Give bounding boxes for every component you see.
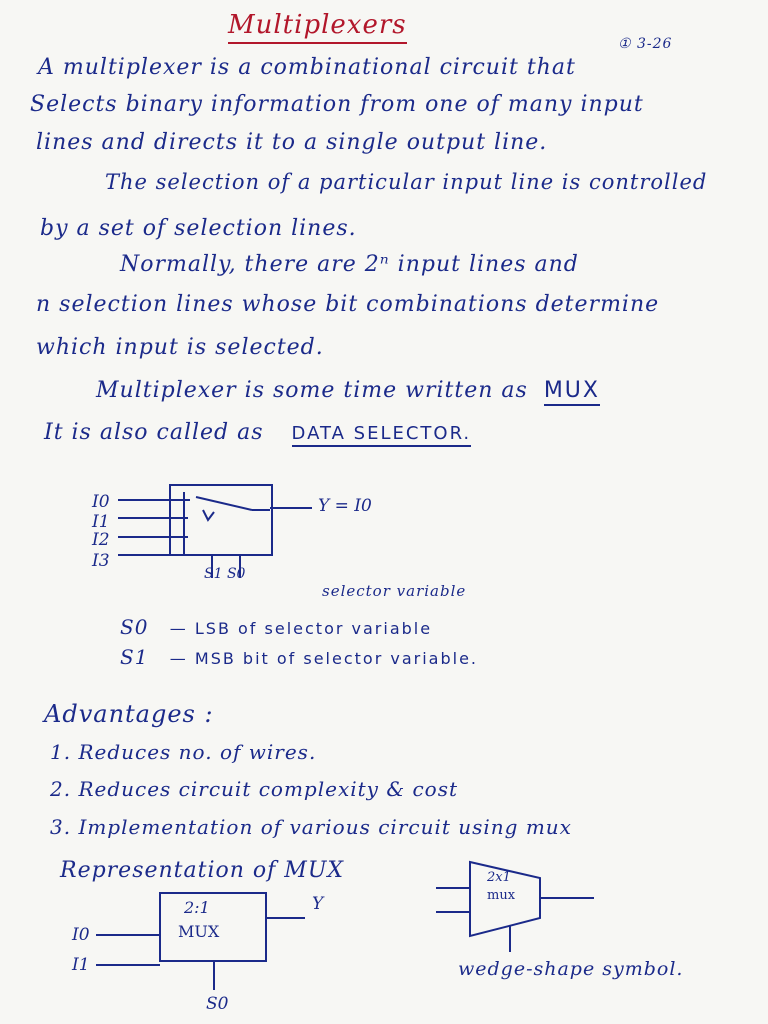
- switch-input-0-label: I0: [92, 492, 110, 512]
- representation-heading: Representation of MUX: [60, 858, 345, 883]
- text-line-2: Selects binary information from one of many input: [30, 92, 644, 117]
- switch-input-2-label: I2: [92, 530, 110, 550]
- text-line-7: n selection lines whose bit combinations determine: [36, 292, 660, 317]
- mux-output-label: Y: [312, 894, 324, 914]
- page-number: ① 3-26: [618, 36, 673, 52]
- wedge-caption: wedge-shape symbol.: [458, 958, 684, 980]
- switch-arrow: [203, 510, 214, 520]
- s1-text: — MSB bit of selector variable.: [169, 649, 478, 668]
- text-line-8: which input is selected.: [36, 335, 324, 360]
- mux-input-1-label: I1: [72, 955, 90, 975]
- s0-note: [120, 615, 432, 639]
- s1-note: [120, 645, 478, 669]
- switch-input-3-label: I3: [92, 551, 110, 571]
- advantage-item-3: 3. Implementation of various circuit using mux: [50, 815, 572, 839]
- text-line-6: Normally, there are 2ⁿ input lines and: [120, 252, 579, 277]
- data-selector-prefix: It is also called as: [44, 420, 264, 445]
- s1-label: S1: [120, 645, 149, 669]
- advantages-heading: Advantages :: [44, 700, 214, 728]
- text-line-1: A multiplexer is a combinational circuit that: [38, 55, 576, 80]
- s0-correction: selector variable: [322, 582, 467, 600]
- switch-output-label: Y = I0: [318, 496, 372, 516]
- mux-line-prefix: Multiplexer is some time written as: [96, 378, 528, 403]
- mux-input-0-label: I0: [72, 925, 90, 945]
- wedge-label-2: mux: [487, 888, 516, 903]
- wedge-label-1: 2x1: [487, 870, 511, 885]
- mux-select-label: S0: [206, 994, 229, 1014]
- switch-selector-labels: S1 S0: [204, 566, 246, 582]
- mux-term: MUX: [544, 378, 600, 406]
- mux-block-label-1: 2:1: [184, 898, 210, 917]
- text-line-3: lines and directs it to a single output line.: [36, 130, 548, 155]
- switch-arm: [196, 497, 252, 510]
- advantage-item-2: 2. Reduces circuit complexity & cost: [50, 777, 459, 801]
- s0-label: S0: [120, 615, 149, 639]
- switch-input-1-label: I1: [92, 512, 110, 532]
- text-line-5: by a set of selection lines.: [40, 216, 357, 241]
- s0-text: — LSB of selector variable: [169, 619, 433, 638]
- text-line-4: The selection of a particular input line is controlled: [105, 170, 708, 194]
- switch-box: [170, 485, 272, 555]
- advantage-item-1: 1. Reduces no. of wires.: [50, 740, 317, 764]
- mux-block-label-2: MUX: [178, 922, 220, 941]
- page-title: Multiplexers: [228, 10, 407, 44]
- data-selector-term: DATA SELECTOR.: [292, 423, 472, 447]
